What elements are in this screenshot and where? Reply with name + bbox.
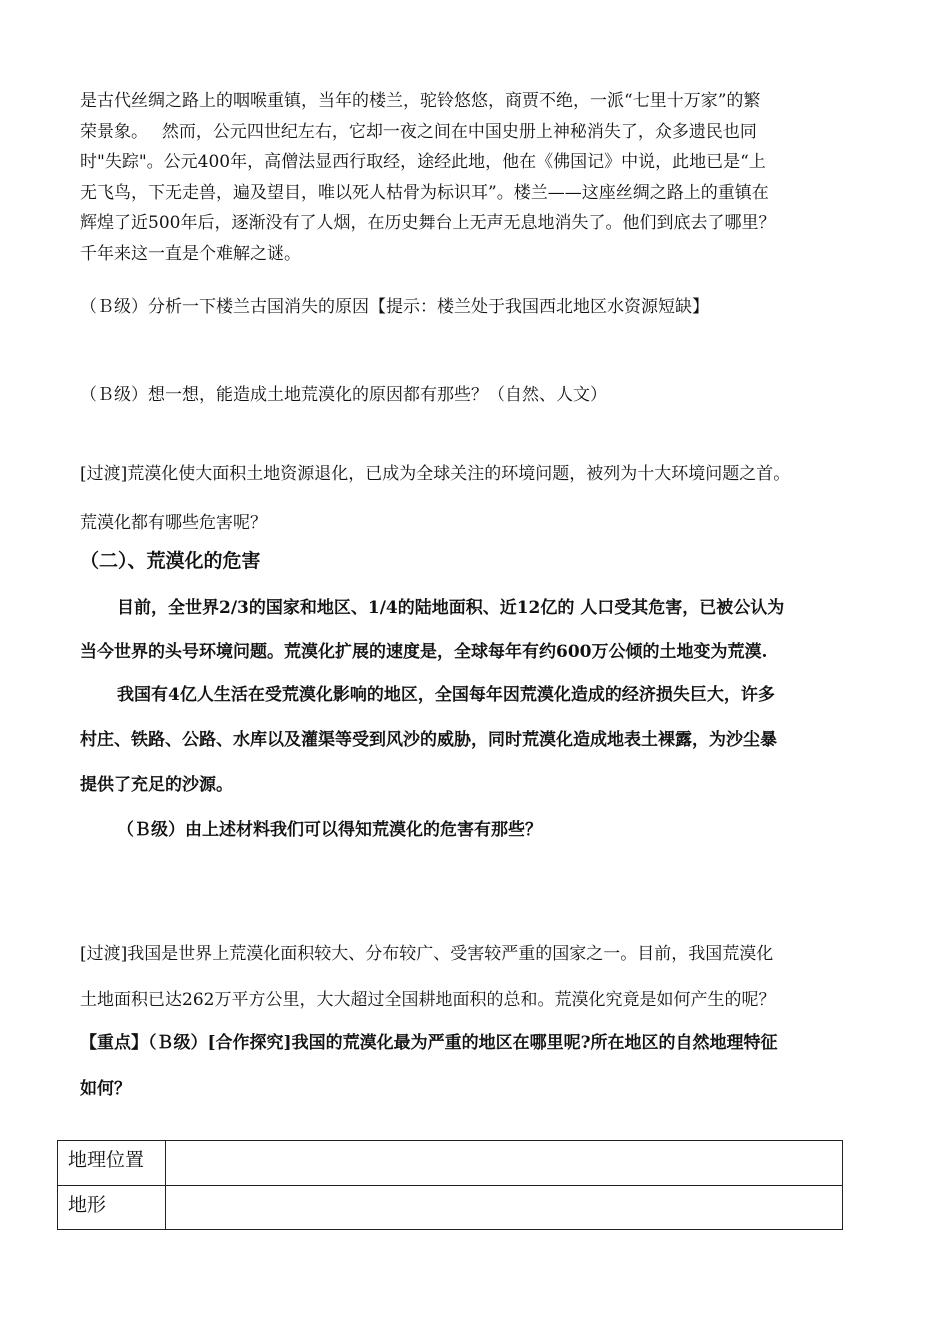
table-answer-cell-terrain[interactable] (166, 1186, 842, 1229)
harm-line: 目前，全世界2/3的国家和地区、1/4的陆地面积、近12亿的 人口受其危害，已被公认为 (117, 598, 785, 618)
table-label-terrain: 地形 (58, 1186, 166, 1229)
table-answer-cell-location[interactable] (166, 1141, 842, 1185)
transition-paragraph-cont: 荒漠化都有哪些危害呢？ (80, 513, 267, 533)
key-question-line: 如何？ (80, 1079, 131, 1099)
intro-line: 荣景象。 然而，公元四世纪左右，它却一夜之间在中国史册上神秘消失了，众多遗民也同 (80, 121, 757, 142)
table-label-location: 地理位置 (58, 1141, 166, 1185)
transition2-line: [过渡]我国是世界上荒漠化面积较大、分布较广、受害较严重的国家之一。目前，我国荒漠化 (80, 944, 774, 964)
loulan-intro-paragraph (80, 86, 880, 269)
transition2-line: 土地面积已达262万平方公里，大大超过全国耕地面积的总和。荒漠化究竟是如何产生的呢？ (80, 990, 776, 1010)
harm-line: 当今世界的头号环境问题。荒漠化扩展的速度是，全球每年有约600万公倾的土地变为荒漠. (80, 642, 768, 662)
question-harm: （Ｂ级）由上述材料我们可以得知荒漠化的危害有那些？ (117, 820, 542, 840)
key-question-line: 【重点】（Ｂ级）[合作探究]我国的荒漠化最为严重的地区在哪里呢?所在地区的自然地理特征 (80, 1033, 778, 1053)
section-heading: （二）、荒漠化的危害 (80, 550, 261, 572)
transition-paragraph: [过渡]荒漠化使大面积土地资源退化，已成为全球关注的环境问题，被列为十大环境问题之首。 (80, 464, 791, 484)
intro-line: 千年来这一直是个难解之谜。 (80, 243, 301, 264)
question-causes: （Ｂ级）想一想，能造成土地荒漠化的原因都有那些？（自然、人文） (80, 385, 607, 405)
table-row (58, 1186, 842, 1229)
harm-line: 提供了充足的沙源。 (80, 775, 233, 795)
intro-line: 是古代丝绸之路上的咽喉重镇，当年的楼兰，驼铃悠悠，商贾不绝，一派“七里十万家”的繁 (80, 91, 761, 111)
harm-line: 村庄、铁路、公路、水库以及灌渠等受到风沙的威胁，同时荒漠化造成地表土裸露，为沙尘暴 (80, 730, 777, 750)
intro-line: 辉煌了近500年后，逐渐没有了人烟，在历史舞台上无声无息地消失了。他们到底去了哪里？ (80, 213, 776, 233)
question-loulan: （Ｂ级）分析一下楼兰古国消失的原因【提示：楼兰处于我国西北地区水资源短缺】 (80, 297, 709, 317)
intro-line: 时"失踪"。公元400年，高僧法显西行取经，途经此地，他在《佛国记》中说，此地已是“上 (80, 152, 766, 172)
intro-line: 无飞鸟，下无走兽，遍及望目，唯以死人枯骨为标识耳”。楼兰——这座丝绸之路上的重镇在 (80, 182, 769, 203)
harm-line: 我国有4亿人生活在受荒漠化影响的地区，全国每年因荒漠化造成的经济损失巨大，许多 (117, 685, 775, 705)
geography-table (57, 1140, 843, 1230)
table-row (58, 1141, 842, 1186)
